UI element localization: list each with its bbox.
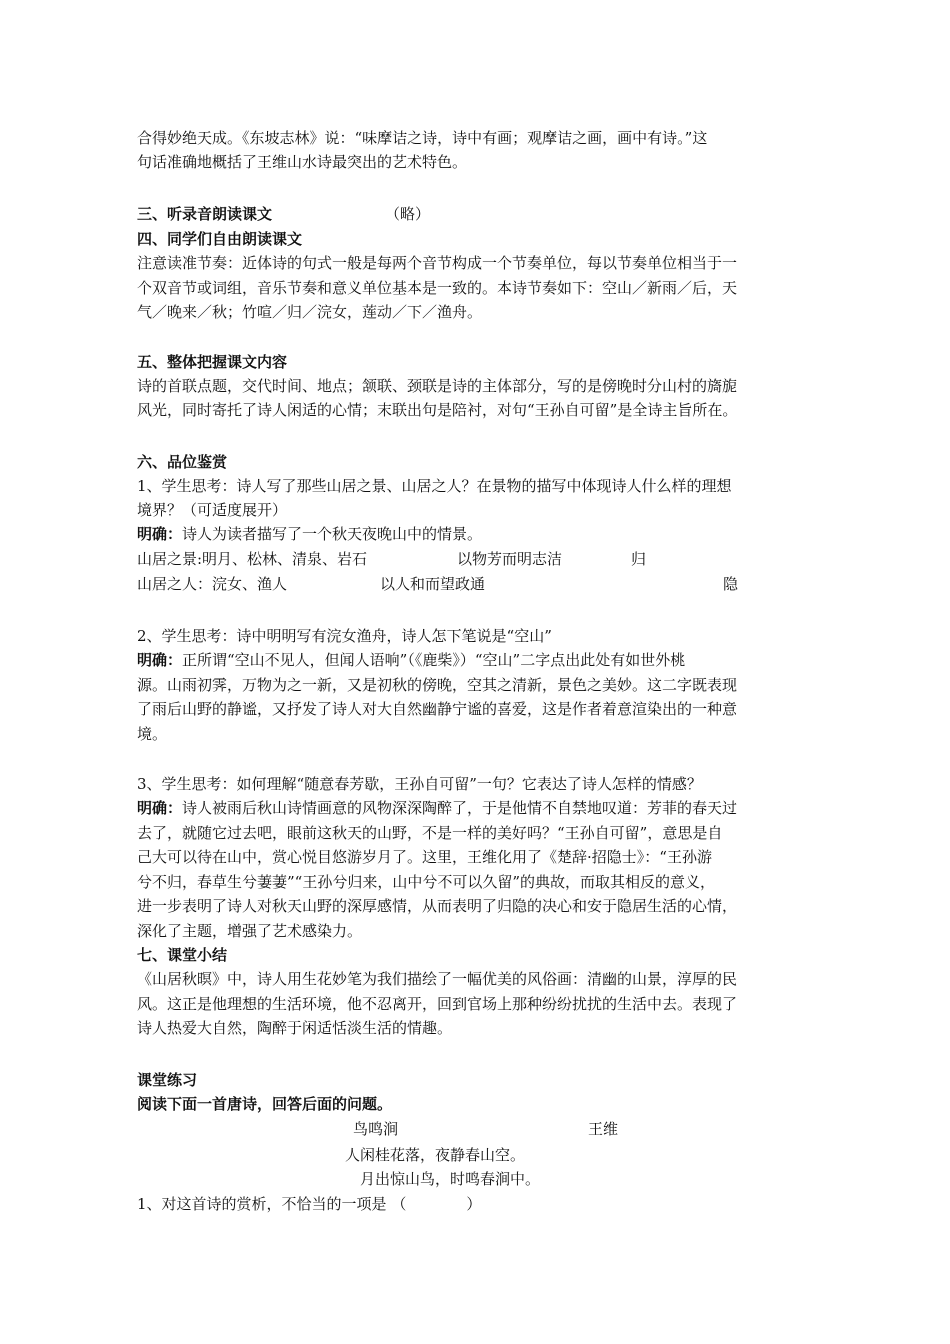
poem-author: 王维 (588, 1120, 619, 1138)
people-items: 山居之人：浣女、渔人 (137, 575, 288, 593)
q3-question: 3、学生思考：如何理解“随意春芳歇，王孙自可留”一句？它表达了诗人怎样的情感？ (137, 775, 702, 793)
poem-line-2: 月出惊山鸟，时鸣春涧中。 (360, 1170, 541, 1188)
q2-answer-line-1 (137, 649, 685, 671)
q3-answer-line-5: 进一步表明了诗人对秋天山野的深厚感情，从而表明了归隐的决心和安于隐居生活的心情， (137, 897, 738, 915)
section-7-line-3: 诗人热爱大自然，陶醉于闲适恬淡生活的情趣。 (137, 1019, 453, 1037)
q3-answer-line-1 (137, 797, 737, 819)
poem-line-1: 人闲桂花落，夜静春山空。 (345, 1146, 526, 1164)
intro-line-1: 合得妙绝天成。《东坡志林》说：“味摩诘之诗，诗中有画；观摩诘之画，画中有诗。”这 (137, 129, 708, 147)
scenery-meaning: 以物芳而明志洁 (457, 550, 563, 568)
people-keyword: 隐 (723, 575, 739, 593)
answer-label: 明确： (137, 651, 183, 669)
practice-question-1: 1、对这首诗的赏析，不恰当的一项是 （ ） (137, 1195, 482, 1213)
section-5-line-2: 风光，同时寄托了诗人闲适的心情；末联出句是陪衬，对句“王孙自可留”是全诗主旨所在。 (137, 401, 738, 419)
intro-line-2: 句话准确地概括了王维山水诗最突出的艺术特色。 (137, 153, 468, 171)
q1-line-2: 境界？（可适度展开） (137, 501, 288, 519)
q1-row-scenery (137, 548, 757, 570)
section-7-line-2: 风。这正是他理想的生活环境，他不忍离开，回到官场上那种纷纷扰扰的生活中去。表现了 (137, 995, 738, 1013)
answer-text: 诗人为读者描写了一个秋天夜晚山中的情景。 (182, 525, 483, 543)
q1-answer (137, 523, 482, 545)
q3-answer-line-4: 兮不归，春草生兮萋萋”“王孙兮归来，山中兮不可以久留”的典故，而取其相反的意义， (137, 873, 716, 891)
q3-answer-line-2: 去了，就随它过去吧，眼前这秋天的山野，不是一样的美好吗？“王孙自可留”，意思是自 (137, 824, 723, 842)
section-5-line-1: 诗的首联点题，交代时间、地点；颔联、颈联是诗的主体部分，写的是傍晚时分山村的旖旎 (137, 377, 738, 395)
poem-title: 鸟鸣涧 (353, 1120, 399, 1138)
q1-line-1: 1、学生思考：诗人写了那些山居之景、山居之人？在景物的描写中体现诗人什么样的理想 (137, 477, 732, 495)
section-4-heading: 四、同学们自由朗读课文 (137, 230, 303, 248)
practice-instruction: 阅读下面一首唐诗，回答后面的问题。 (137, 1095, 393, 1113)
q3-answer-line-3: 己大可以待在山中，赏心悦目悠游岁月了。这里，王维化用了《楚辞·招隐士》：“王孙游 (137, 848, 712, 866)
scenery-items: 山居之景:明月、松林、清泉、岩石 (137, 550, 368, 568)
section-5-heading: 五、整体把握课文内容 (137, 353, 288, 371)
scenery-keyword: 归 (631, 550, 647, 568)
q3-answer-line-6: 深化了主题，增强了艺术感染力。 (137, 922, 363, 940)
q2-answer-line-3: 了雨后山野的静谧，又抒发了诗人对大自然幽静宁谧的喜爱，这是作者着意渲染出的一种意 (137, 700, 738, 718)
section-4-line-2: 个双音节或词组，音乐节奏和意义单位基本是一致的。本诗节奏如下：空山／新雨／后，天 (137, 279, 738, 297)
q2-answer-line-2: 源。山雨初霁，万物为之一新，又是初秋的傍晚，空其之清新，景色之美妙。这二字既表现 (137, 676, 738, 694)
section-7-heading: 七、课堂小结 (137, 946, 228, 964)
answer-text: 诗人被雨后秋山诗情画意的风物深深陶醉了，于是他情不自禁地叹道：芳菲的春天过 (182, 799, 738, 817)
answer-text: 正所谓“空山不见人，但闻人语响”（《鹿柴》）“空山”二字点出此处有如世外桃 (182, 651, 686, 669)
section-3-heading: 三、听录音朗读课文 (137, 205, 273, 223)
q2-answer-line-4: 境。 (137, 725, 168, 743)
practice-heading: 课堂练习 (137, 1071, 198, 1089)
section-4-line-3: 气／晚来／秋；竹喧／归／浣女，莲动／下／渔舟。 (137, 303, 483, 321)
answer-label: 明确： (137, 799, 183, 817)
q1-row-people (137, 573, 757, 595)
answer-label: 明确： (137, 525, 183, 543)
people-meaning: 以人和而望政通 (380, 575, 486, 593)
section-7-line-1: 《山居秋暝》中，诗人用生花妙笔为我们描绘了一幅优美的风俗画：清幽的山景，淳厚的民 (137, 970, 738, 988)
q2-question: 2、学生思考：诗中明明写有浣女渔舟，诗人怎下笔说是“空山” (137, 627, 552, 645)
section-6-heading: 六、品位鉴赏 (137, 453, 228, 471)
section-3-note: （略） (385, 205, 431, 223)
section-4-line-1: 注意读准节奏：近体诗的句式一般是每两个音节构成一个节奏单位，每以节奏单位相当于一 (137, 254, 738, 272)
